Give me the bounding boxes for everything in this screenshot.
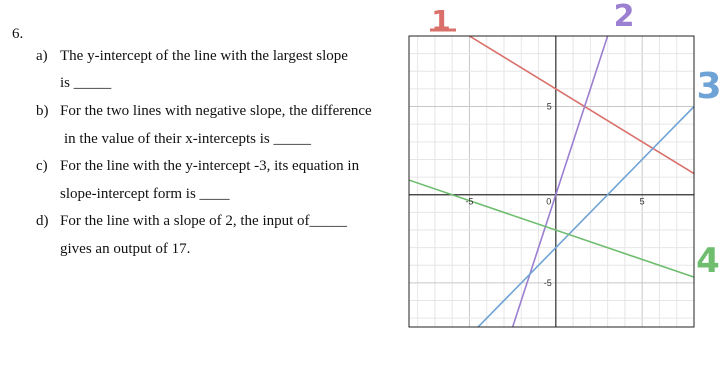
part-c-text-cont: slope-intercept form is ____ xyxy=(60,186,230,202)
part-c-label: c) xyxy=(36,158,48,174)
y-tick-label-5: 5 xyxy=(546,101,552,112)
part-d-text-cont: gives an output of 17. xyxy=(60,241,191,257)
handwritten-label-4: 4 xyxy=(696,241,720,281)
x-tick-label-neg5: -5 xyxy=(465,196,474,207)
handwritten-label-1 xyxy=(430,4,456,37)
part-d-text: For the line with a slope of 2, the input of_____ xyxy=(60,213,348,229)
part-d-label: d) xyxy=(36,213,49,229)
handwritten-label-2: 2 xyxy=(613,0,635,34)
part-b-text-cont: in the value of their x-intercepts is _____ xyxy=(64,131,312,147)
handwritten-label-3: 3 xyxy=(696,66,722,107)
part-a-text: The y-intercept of the line with the largest slope xyxy=(60,48,348,64)
part-c-text: For the line with the y-intercept -3, its equation in xyxy=(60,158,360,174)
label-1-text: 1 xyxy=(431,4,451,37)
y-tick-label-neg5: -5 xyxy=(543,277,552,288)
part-b-label: b) xyxy=(36,103,49,119)
x-tick-label-5: 5 xyxy=(639,196,645,207)
part-b-text: For the two lines with negative slope, the difference xyxy=(60,103,372,119)
part-a-text-cont: is _____ xyxy=(60,75,112,91)
question-number: 6. xyxy=(12,26,24,42)
part-a-label: a) xyxy=(36,48,48,64)
origin-tick-label: 0 xyxy=(546,196,552,207)
